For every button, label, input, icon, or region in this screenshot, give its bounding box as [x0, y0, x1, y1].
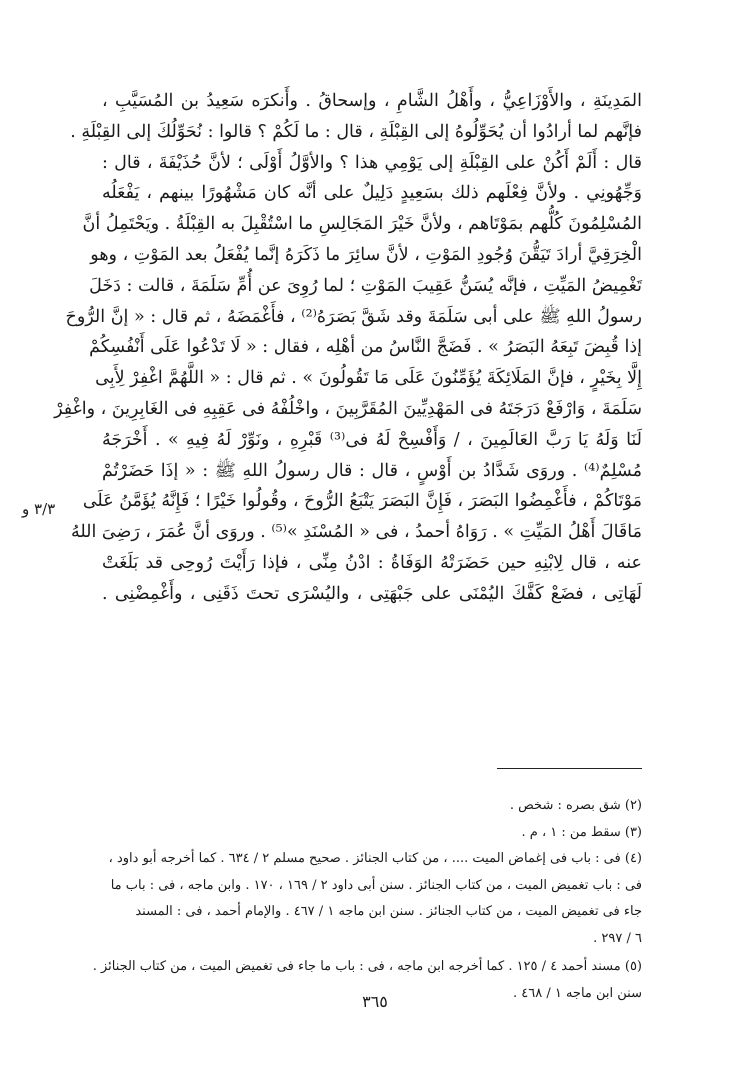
- text-line: الْخِرَقِيَّ أرادَ تَيَقُّنَ وُجُودِ المَوْتِ ، لأنَّ سائِرَ ما ذَكَرَهُ إنَّما يُفْعَلُ بعد المَوْتِ ، وهو: [90, 244, 642, 265]
- footnote-line: ٦ / ٢٩٧ .: [593, 930, 642, 946]
- text-line: إِلَّا بِخَيْرٍ ، فإنَّ المَلَائِكَةَ يُؤَمِّنُونَ عَلَى مَا تَقُولُونَ » . ثم قال : « اللَّهُمَّ اغْفِرْ لِأَبِى: [95, 368, 642, 389]
- text-line: وَجِّهُونِي . ولأنَّ فِعْلَهم ذلك بسَعِيدٍ دَلِيلٌ على أنَّه كان مَشْهُورًا بينهم ، يَفْعَلُه: [102, 183, 642, 204]
- text-line: فإنَّهم لما أرادُوا أن يُحَوِّلُوهُ إلى القِبْلَةِ ، قال : ما لَكُمْ ؟ قالوا : نُحَوِّلُكَ إلى القِبْلَةِ .: [70, 121, 642, 142]
- text-line: لَنَا وَلَهُ يَا رَبَّ العَالَمِينَ ، / وَأَفْسِحْ لَهُ فى⁽³⁾ قَبْرِهِ ، ونَوِّرْ لَهُ فِيهِ » . أَخْرَجَهُ: [102, 429, 643, 450]
- footnote-line: سنن ابن ماجه ١ / ٤٦٨ .: [512, 985, 642, 1001]
- text-line: سَلَمَةَ ، وَارْفَعْ دَرَجَتَهُ فى المَهْدِيِّينَ المُقَرَّبِينَ ، واخْلُفْهُ فى عَقِبِهِ فى الغَابِرِينَ ، واغْفِرْ: [54, 398, 642, 419]
- footnote-separator: [497, 768, 642, 769]
- margin-folio-note: ٣/٣ و: [22, 500, 56, 518]
- text-line: لَهَاتِى ، فضَعْ كَفَّكَ اليُمْنَى على جَبْهَتِى ، واليُسْرَى تحتَ ذَقَنِى ، وأَغْمِضْنِى .: [102, 583, 642, 604]
- text-line: تَغْمِيضُ المَيِّتِ ، فإنَّه يُسَنُّ عَقِيبَ المَوْتِ ؛ لما رُوِىَ عن أُمِّ سَلَمَةَ ، قالت : دَخَلَ: [89, 275, 642, 296]
- text-line: إذا قُبِضَ تَبِعَهُ البَصَرُ » . فَضَجَّ النَّاسُ من أهْلِه ، فقال : « لَا تَدْعُوا عَلَى أَنْفُسِكُمْ: [89, 337, 642, 358]
- footnote-line: فى : باب تغميض الميت ، من كتاب الجنائز . سنن أبى داود ٢ / ١٦٩ ، ١٧٠ . وابن ماجه ، فى : باب ما: [110, 877, 642, 893]
- text-line: مُسْلِمٌ⁽⁴⁾ . وروَى شَدَّادُ بن أَوْسٍ ، قال : قال رسولُ اللهِ ﷺ : « إذَا حَضَرْتُمْ: [102, 460, 642, 481]
- text-line: المَدِينَةِ ، والأَوْزَاعِيُّ ، وأَهْلُ الشَّامِ ، وإسحاقُ . وأَنكرَه سَعِيدُ بن المُسَيَّبِ ،: [102, 91, 642, 111]
- main-text-body: [54, 86, 643, 610]
- text-line: رسولُ اللهِ ﷺ على أبى سَلَمَةَ وقد شَقَّ بَصَرَهُ⁽²⁾ ، فأَغْمَضَهُ ، ثم قال : « إنَّ الرُّوحَ: [65, 306, 642, 327]
- footnotes-section: [92, 793, 642, 1007]
- footnote-line: (٥) مسند أحمد ٤ / ١٢٥ . كما أخرجه ابن ماجه ، فى : باب ما جاء فى تغميض الميت ، من كتاب الجنائز .: [92, 959, 642, 974]
- text-line: عنه ، قال لِابْنِهِ حين حَضَرَتْهُ الوَفَاةُ : ادْنُ مِنِّى ، فإذا رَأَيْتَ رُوحِى قد بَلَغَتْ: [102, 552, 642, 573]
- text-line: مَوْتَاكُمْ ، فأَغْمِضُوا البَصَرَ ، فَإِنَّ البَصَرَ يَتْبَعُ الرُّوحَ ، وقُولُوا خَيْرًا ؛ فَإِنَّهُ يُؤَمَّنُ عَلَى: [82, 491, 642, 512]
- footnote-line: جاء فى تغميض الميت ، من كتاب الجنائز . سنن ابن ماجه ١ / ٤٦٧ . والإمام أحمد ، فى : المسند: [135, 904, 642, 919]
- page-number: ٣٦٥: [362, 992, 388, 1011]
- text-line: المُسْلِمُونَ كُلُّهم بمَوْتَاهم ، ولأنَّ خَيْرَ المَجَالِسِ ما اسْتُقْبِلَ به القِبْلَةُ . ويَحْتَمِلُ أنَّ: [82, 214, 642, 235]
- footnote-line: (٤) فى : باب فى إغماض الميت .... ، من كتاب الجنائز . صحيح مسلم ٢ / ٦٣٤ . كما أخرجه أبو داود ،: [108, 851, 642, 866]
- text-line: قال : أَلَمْ أَكُنْ على القِبْلَةِ إلى يَوْمِي هذا ؟ والأوَّلُ أَوْلَى ؛ لأنَّ حُذَيْفَةَ ، قال :: [102, 152, 642, 173]
- text-line: مَاقَالَ أَهْلُ المَيِّتِ » . رَوَاهُ أحمدُ ، فى « المُسْنَدِ »⁽⁵⁾ . وروَى أنَّ عُمَرَ ، رَضِىَ اللهُ: [70, 522, 642, 543]
- footnote-line: (٢) شق بصره : شخص .: [509, 798, 642, 813]
- footnote-line: (٣) سقط من : ١ ، م .: [521, 824, 642, 840]
